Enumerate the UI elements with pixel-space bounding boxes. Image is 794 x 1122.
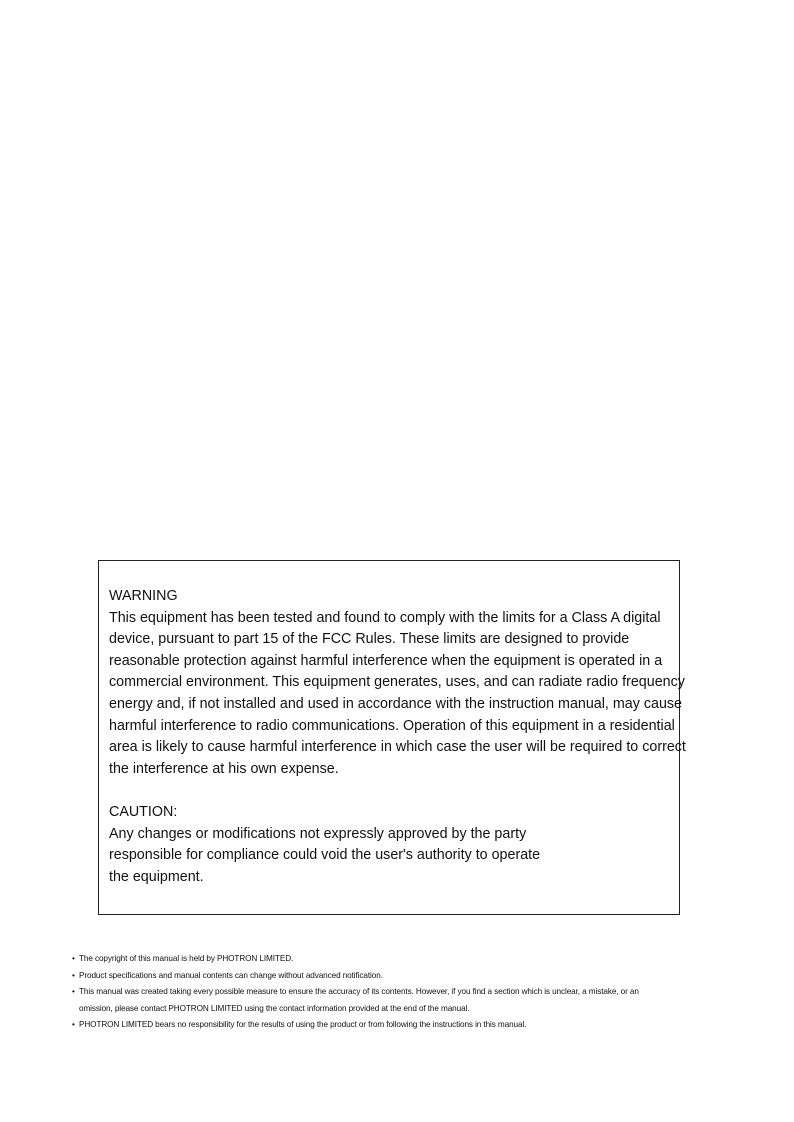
caution-line: Any changes or modifications not expressly approved by the party: [109, 825, 527, 842]
fcc-notice-box: [98, 560, 686, 915]
warning-title: WARNING: [109, 588, 178, 604]
disclaimer-item-continuation: omission, please contact PHOTRON LIMITED using the contact information provided at the end of the manual.: [79, 1003, 470, 1013]
warning-line: This equipment has been tested and found to comply with the limits for a Class A digital: [109, 609, 661, 626]
disclaimer-item: • The copyright of this manual is held by PHOTRON LIMITED.: [72, 951, 752, 968]
caution-line: the equipment.: [109, 868, 204, 885]
warning-line: area is likely to cause harmful interference in which case the user will be required to correct: [109, 739, 686, 756]
caution-line: responsible for compliance could void the user's authority to operate: [109, 847, 541, 864]
warning-line: reasonable protection against harmful interference when the equipment is operated in a: [109, 652, 663, 669]
disclaimer-list: [72, 951, 752, 1034]
caution-title: CAUTION:: [109, 803, 178, 820]
disclaimer-item: • PHOTRON LIMITED bears no responsibility for the results of using the product or from following the instructions in this manual.: [72, 1017, 752, 1034]
warning-line: the interference at his own expense.: [109, 760, 339, 777]
warning-line: harmful interference to radio communications. Operation of this equipment in a residential: [109, 717, 675, 734]
warning-line: device, pursuant to part 15 of the FCC Rules. These limits are designed to provide: [109, 631, 630, 648]
disclaimer-item: • Product specifications and manual contents can change without advanced notification.: [72, 968, 752, 985]
warning-line: commercial environment. This equipment generates, uses, and can radiate radio frequency: [109, 674, 685, 691]
disclaimer-item: • This manual was created taking every possible measure to ensure the accuracy of its contents. However, if you find a section which is unclear, a mistake, or an: [72, 984, 752, 1001]
caution-section: [109, 802, 686, 888]
warning-line: energy and, if not installed and used in accordance with the instruction manual, may cause: [109, 695, 683, 712]
fcc-notice-text: [109, 586, 686, 888]
